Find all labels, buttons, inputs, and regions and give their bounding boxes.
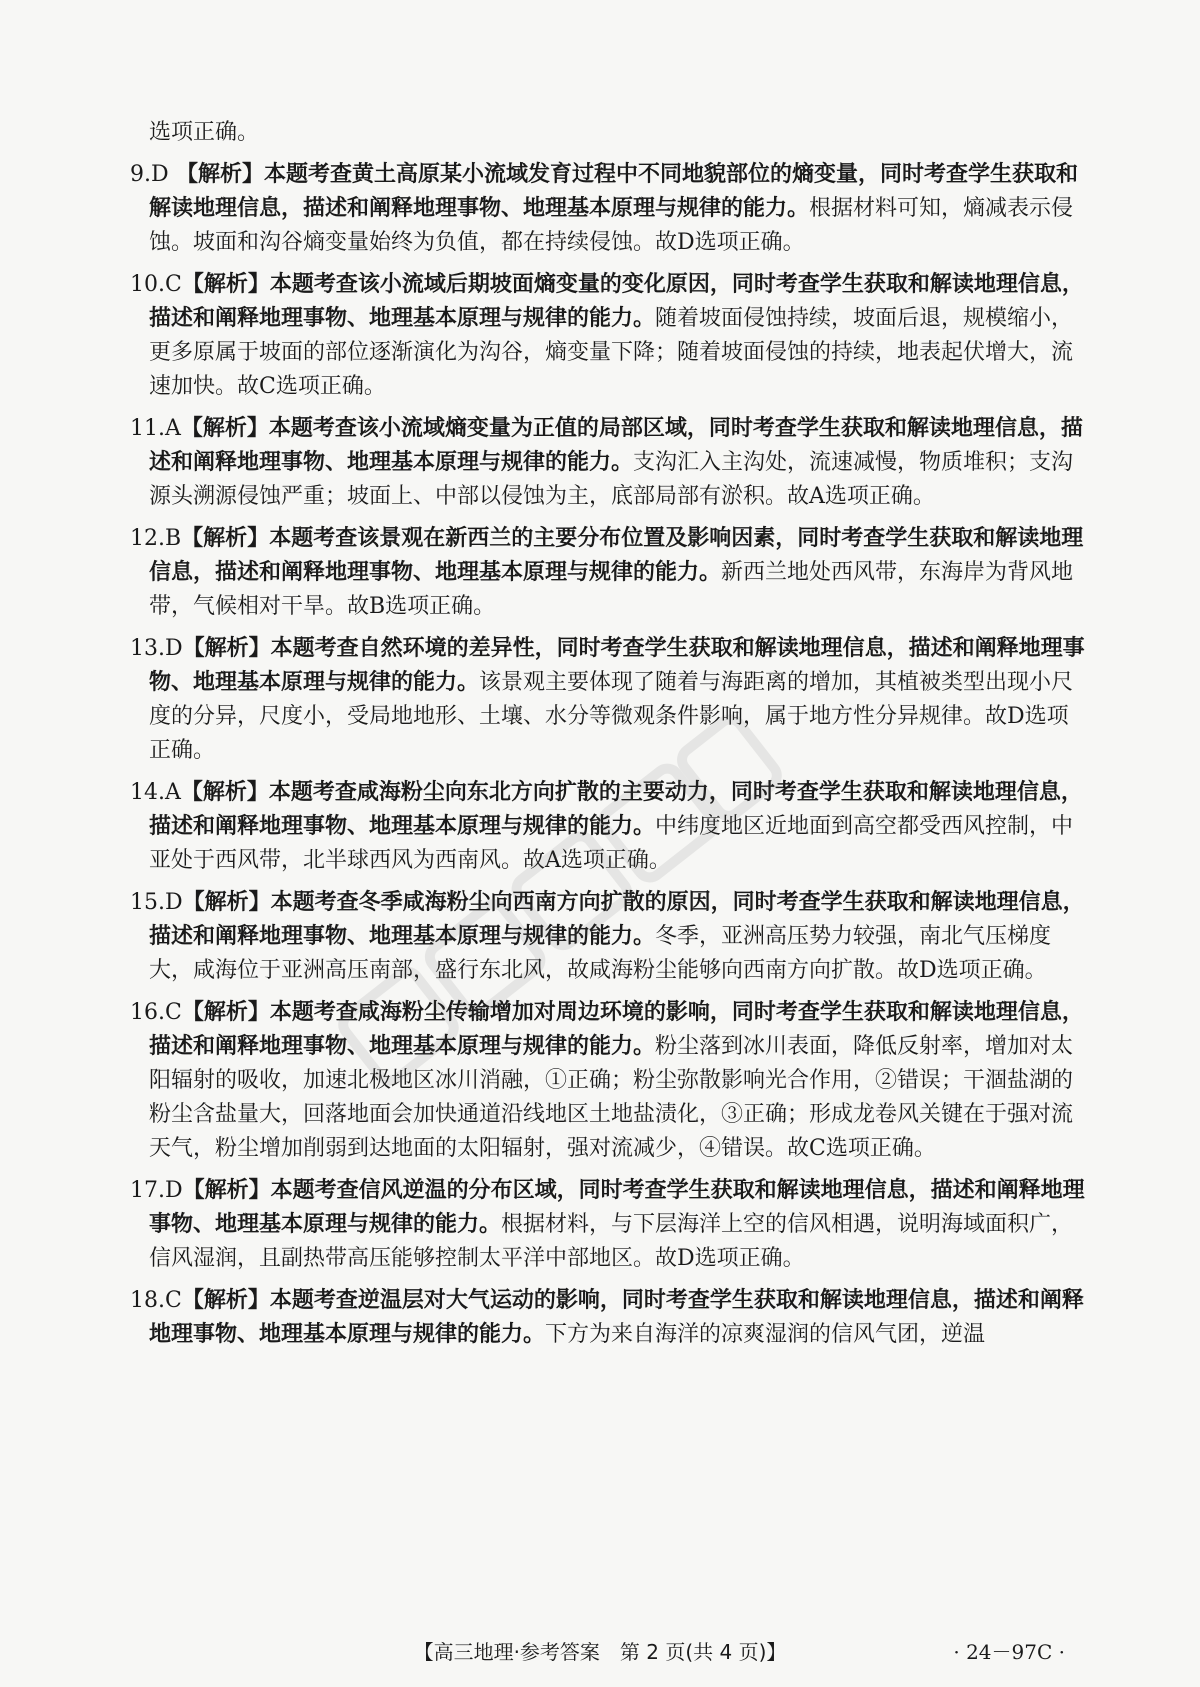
analysis-intro: 本题考查该景观在新西兰的主要分布位置及影响因素，同时考查学生获取和解读地理信息，描述和阐释地理事物、地理基本原理与规律的能力。 <box>149 526 1084 585</box>
analysis-tag: 【解析】 <box>182 1178 271 1203</box>
answer-item <box>130 1174 1090 1276</box>
analysis-tag: 【解析】 <box>180 780 269 805</box>
answer-letter: A <box>165 780 181 805</box>
question-number: 12. <box>130 526 165 551</box>
question-number: 13. <box>130 636 165 661</box>
answer-letter: D <box>165 890 183 915</box>
question-number: 11. <box>130 416 165 441</box>
analysis-tag: 【解析】 <box>181 272 270 297</box>
analysis-intro: 本题考查该小流域熵变量为正值的局部区域，同时考查学生获取和解读地理信息，描述和阐释地理事物、地理基本原理与规律的能力。 <box>149 416 1083 475</box>
analysis-body: 粉尘落到冰川表面，降低反射率，增加对太阳辐射的吸收，加速北极地区冰川消融，①正确；粉尘弥散影响光合作用，②错误；干涸盐湖的粉尘含盐量大，回落地面会加快通道沿线地区土地盐渍化，③正确；形成龙卷风关键在于强对流天气，粉尘增加削弱到达地面的太阳辐射，强对流减少，④错误。故C选项正确。 <box>149 1034 1074 1161</box>
answer-item <box>130 632 1090 768</box>
answer-item <box>130 776 1090 878</box>
analysis-body: 根据材料可知，熵减表示侵蚀。坡面和沟谷熵变量始终为负值，都在持续侵蚀。故D选项正确。 <box>149 196 1074 255</box>
analysis-tag: 【解析】 <box>181 1288 270 1313</box>
answer-letter: D <box>151 162 169 187</box>
answer-item <box>130 268 1090 404</box>
answer-item <box>130 412 1090 514</box>
answer-letter: A <box>165 416 181 441</box>
analysis-body: 冬季，亚洲高压势力较强，南北气压梯度大，咸海位于亚洲高压南部，盛行东北风，故咸海粉尘能够向西南方向扩散。故D选项正确。 <box>149 924 1052 983</box>
question-number: 9. <box>130 162 151 187</box>
analysis-body: 支沟汇入主沟处，流速减慢，物质堆积；支沟源头溯源侵蚀严重；坡面上、中部以侵蚀为主，底部局部有淤积。故A选项正确。 <box>149 450 1074 509</box>
analysis-tag: 【解析】 <box>181 1000 270 1025</box>
question-number: 17. <box>130 1178 165 1203</box>
answer-item <box>130 886 1090 988</box>
question-number: 10. <box>130 272 165 297</box>
analysis-tag: 【解析】 <box>180 416 269 441</box>
analysis-body: 该景观主要体现了随着与海距离的增加，其植被类型出现小尺度的分异，尺度小，受局地地形、土壤、水分等微观条件影响，属于地方性分异规律。故D选项正确。 <box>149 670 1074 763</box>
analysis-intro: 本题考查逆温层对大气运动的影响，同时考查学生获取和解读地理信息，描述和阐释地理事物、地理基本原理与规律的能力。 <box>149 1288 1084 1347</box>
answer-letter: D <box>165 636 183 661</box>
analysis-body: 根据材料，与下层海洋上空的信风相遇，说明海域面积广，信风湿润，且副热带高压能够控制太平洋中部地区。故D选项正确。 <box>149 1212 1074 1271</box>
answer-letter: C <box>165 1288 182 1313</box>
analysis-body: 随着坡面侵蚀持续，坡面后退，规模缩小，更多原属于坡面的部位逐渐演化为沟谷，熵变量下降；随着坡面侵蚀的持续，地表起伏增大，流速加快。故C选项正确。 <box>149 306 1074 399</box>
answer-content <box>130 116 1090 1360</box>
analysis-intro: 本题考查信风逆温的分布区域，同时考查学生获取和解读地理信息，描述和阐释地理事物、地理基本原理与规律的能力。 <box>149 1178 1085 1237</box>
continuation-text: 选项正确。 <box>149 120 260 145</box>
footer-code: · 24－97C · <box>953 1640 1065 1664</box>
analysis-tag: 【解析】 <box>182 890 271 915</box>
question-number: 14. <box>130 780 165 805</box>
analysis-body: 新西兰地处西风带，东海岸为背风地带，气候相对干旱。故B选项正确。 <box>149 560 1074 619</box>
answer-item <box>130 522 1090 624</box>
answer-item <box>130 1284 1090 1352</box>
question-number: 18. <box>130 1288 165 1313</box>
analysis-intro: 本题考查自然环境的差异性，同时考查学生获取和解读地理信息，描述和阐释地理事物、地理基本原理与规律的能力。 <box>149 636 1085 695</box>
analysis-tag: 【解析】 <box>182 636 271 661</box>
footer-page-info: 【高三地理·参考答案 第 2 页(共 4 页)】 <box>413 1640 787 1664</box>
analysis-intro: 本题考查黄土高原某小流域发育过程中不同地貌部位的熵变量，同时考查学生获取和解读地理信息，描述和阐释地理事物、地理基本原理与规律的能力。 <box>149 162 1079 221</box>
analysis-body: 中纬度地区近地面到高空都受西风控制，中亚处于西风带，北半球西风为西南风。故A选项正确。 <box>149 814 1074 873</box>
answer-letter: B <box>165 526 182 551</box>
answer-letter: C <box>165 1000 182 1025</box>
analysis-tag: 【解析】 <box>176 162 265 187</box>
analysis-intro: 本题考查该小流域后期坡面熵变量的变化原因，同时考查学生获取和解读地理信息，描述和阐释地理事物、地理基本原理与规律的能力。 <box>149 272 1084 331</box>
analysis-intro: 本题考查冬季咸海粉尘向西南方向扩散的原因，同时考查学生获取和解读地理信息，描述和阐释地理事物、地理基本原理与规律的能力。 <box>149 890 1085 949</box>
answer-list <box>130 158 1090 1352</box>
answer-item <box>130 158 1090 260</box>
analysis-tag: 【解析】 <box>181 526 270 551</box>
analysis-body: 下方为来自海洋的凉爽湿润的信风气团，逆温 <box>545 1322 986 1347</box>
analysis-intro: 本题考查咸海粉尘向东北方向扩散的主要动力，同时考查学生获取和解读地理信息，描述和阐释地理事物、地理基本原理与规律的能力。 <box>149 780 1083 839</box>
answer-letter: C <box>165 272 182 297</box>
answer-letter: D <box>165 1178 183 1203</box>
question-number: 15. <box>130 890 165 915</box>
answer-item <box>130 996 1090 1166</box>
question-number: 16. <box>130 1000 165 1025</box>
analysis-intro: 本题考查咸海粉尘传输增加对周边环境的影响，同时考查学生获取和解读地理信息，描述和阐释地理事物、地理基本原理与规律的能力。 <box>149 1000 1084 1059</box>
